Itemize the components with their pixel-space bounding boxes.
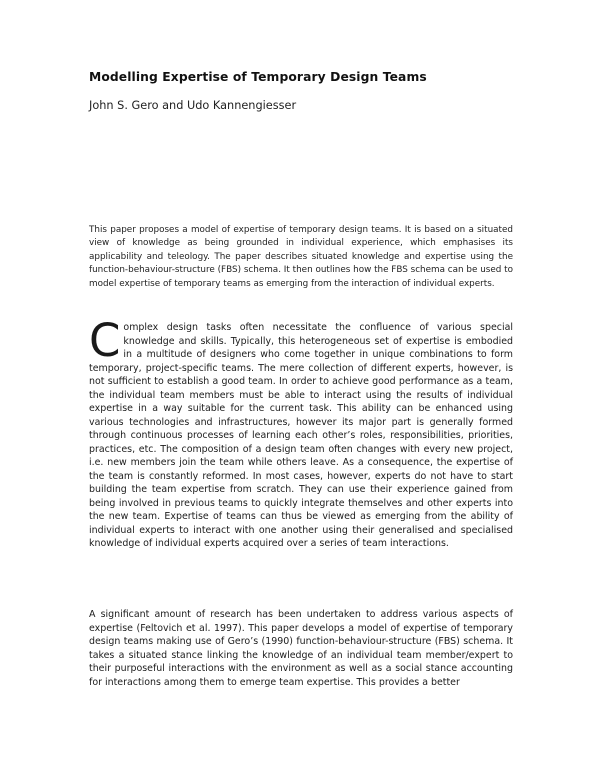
paper-title: Modelling Expertise of Temporary Design Teams [89,70,427,84]
body-paragraph-1-text: omplex design tasks often necessitate the confluence of various special knowledge and skills. Typically, this heterogeneous set of expertise is embodied in a multitude of designers who come together in unique combinations to form temporary, project-specific teams. The mere collection of different experts, however, is not sufficient to establish a good team. In order to achieve good performance as a team, the individual team members must be able to interact using the results of individual expertise in a way suitable for the current task. This ability can be enhanced using various technologies and infrastructures, however its major part is generally formed through continuous processes of learning each other’s roles, responsibilities, priorities, practices, etc. The composition of a design team often changes with every new project, i.e. new members join the team while others leave. As a consequence, the expertise of the team is constantly reformed. In most cases, however, experts do not have to start building the team expertise from scratch. They can use their experience gained from being involved in previous teams to quickly integrate themselves and other experts into the new team. Expertise of teams can thus be viewed as emerging from the ability of individual experts to interact with one another using their generalised and specialised knowledge of individual experts acquired over a series of team interactions. [89,322,513,549]
body-paragraph-2: A significant amount of research has been undertaken to address various aspects of expertise (Feltovich et al. 1997). This paper develops a model of expertise of temporary design teams making use of Gero’s (1990) function-behaviour-structure (FBS) schema. It takes a situated stance linking the knowledge of an individual team member/expert to their purposeful interactions with the environment as well as a social stance accounting for interactions among them to emerge team expertise. This provides a better [89,609,513,688]
drop-cap-letter: C [89,314,121,367]
abstract-paragraph: This paper proposes a model of expertise of temporary design teams. It is based on a situated view of knowledge as being grounded in individual experience, which emphasises its applicability and teleology. The paper describes situated knowledge and expertise using the function-behaviour-structure (FBS) schema. It then outlines how the FBS schema can be used to model expertise of temporary teams as emerging from the interaction of individual experts. [89,225,513,289]
paper-authors: John S. Gero and Udo Kannengiesser [89,99,297,112]
body-paragraph-1 [89,314,513,551]
